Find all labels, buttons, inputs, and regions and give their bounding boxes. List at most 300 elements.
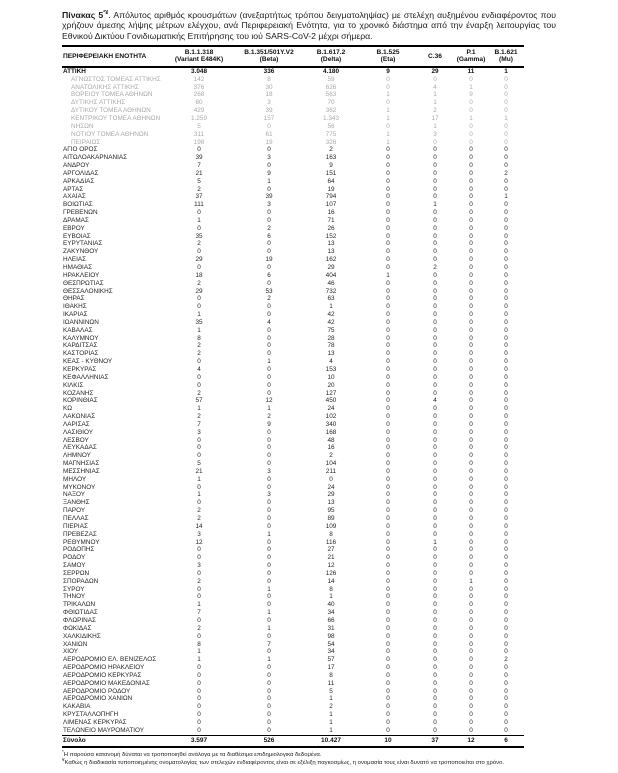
- value-cell: 0: [386, 373, 390, 381]
- value-cell: 109: [325, 522, 337, 530]
- value-cell: 1: [433, 538, 437, 546]
- value-cell: 311: [193, 130, 205, 138]
- value-cell: 0: [386, 656, 390, 664]
- value-cell: 0: [433, 703, 437, 711]
- value-cell: 1: [267, 358, 271, 366]
- table-row: [62, 625, 524, 633]
- value-cell: 0: [469, 342, 473, 350]
- value-cell: 0: [386, 444, 390, 452]
- total-row: [62, 735, 524, 747]
- value-cell: 0: [197, 248, 201, 256]
- table-row: [62, 507, 524, 515]
- value-cell: 0: [386, 83, 390, 91]
- value-cell: 0: [433, 609, 437, 617]
- region-name: ΧΑΝΙΩΝ: [63, 640, 88, 648]
- region-name: ΕΒΡΟΥ: [63, 224, 85, 232]
- value-cell: 0: [386, 483, 390, 491]
- value-cell: 0: [197, 726, 201, 734]
- value-cell: 0: [504, 365, 508, 373]
- value-cell: 0: [469, 656, 473, 664]
- table-row: [62, 201, 524, 209]
- region-name: ΝΗΣΩΝ: [71, 122, 94, 130]
- value-cell: 0: [197, 585, 201, 593]
- value-cell: 0: [386, 695, 390, 703]
- value-cell: 0: [267, 373, 271, 381]
- value-cell: 2: [504, 656, 508, 664]
- value-cell: 0: [267, 648, 271, 656]
- table-row: [62, 578, 524, 586]
- table-row: [62, 405, 524, 413]
- value-cell: 0: [469, 515, 473, 522]
- value-cell: 2: [197, 389, 201, 397]
- value-cell: 0: [433, 311, 437, 319]
- value-cell: 0: [469, 703, 473, 711]
- value-cell: 0: [433, 358, 437, 366]
- value-cell: 0: [433, 334, 437, 342]
- value-cell: 1: [329, 303, 333, 311]
- value-cell: 0: [433, 295, 437, 303]
- value-cell: 0: [469, 711, 473, 719]
- region-name: ΑΕΡΟΔΡΟΜΙΟ ΚΕΡΚΥΡΑΣ: [63, 671, 142, 679]
- value-cell: 24: [327, 483, 335, 491]
- value-cell: 0: [433, 562, 437, 570]
- value-cell: 0: [433, 491, 437, 499]
- value-cell: 0: [504, 91, 508, 99]
- value-cell: 13: [327, 240, 335, 248]
- value-cell: 1: [469, 114, 473, 122]
- value-cell: 0: [469, 107, 473, 115]
- value-cell: 0: [267, 122, 271, 130]
- value-cell: 0: [504, 295, 508, 303]
- value-cell: 0: [267, 460, 271, 468]
- value-cell: 57: [195, 397, 203, 405]
- value-cell: 0: [433, 232, 437, 240]
- value-cell: 1: [386, 91, 390, 99]
- value-cell: 0: [267, 428, 271, 436]
- value-cell: 1: [197, 491, 201, 499]
- region-name: ΚΑΚΑΒΙΑ: [63, 703, 91, 711]
- table-row: [62, 99, 524, 107]
- value-cell: 0: [504, 413, 508, 421]
- value-cell: 0: [197, 358, 201, 366]
- value-cell: 0: [504, 397, 508, 405]
- value-cell: 450: [325, 397, 337, 405]
- value-cell: 0: [433, 365, 437, 373]
- value-cell: 0: [469, 413, 473, 421]
- value-cell: 116: [325, 538, 337, 546]
- column-header-c36: C.36: [416, 46, 454, 67]
- value-cell: 1: [197, 601, 201, 609]
- value-cell: 0: [504, 436, 508, 444]
- value-cell: 12: [195, 538, 203, 546]
- region-name: ΑΡΓΟΛΙΔΑΣ: [63, 169, 99, 177]
- value-cell: 0: [469, 365, 473, 373]
- value-cell: 0: [433, 154, 437, 162]
- value-cell: 0: [433, 718, 437, 726]
- value-cell: 17: [327, 664, 335, 672]
- table-row: [62, 366, 524, 374]
- value-cell: 0: [197, 593, 201, 601]
- value-cell: 0: [469, 601, 473, 609]
- value-cell: 0: [386, 491, 390, 499]
- region-name: ΚΕΑΣ - ΚΥΘΝΟΥ: [63, 358, 113, 366]
- region-name: ΧΑΛΚΙΔΙΚΗΣ: [63, 632, 101, 640]
- region-name: ΞΑΝΘΗΣ: [63, 499, 90, 507]
- value-cell: 0: [197, 546, 201, 554]
- value-cell: 0: [469, 695, 473, 703]
- value-cell: 0: [386, 216, 390, 224]
- value-cell: 1: [197, 405, 201, 413]
- table-row: [62, 476, 524, 484]
- value-cell: 28: [327, 334, 335, 342]
- value-cell: 0: [433, 318, 437, 326]
- value-cell: 563: [325, 91, 337, 99]
- value-cell: 1: [267, 585, 271, 593]
- value-cell: 0: [267, 664, 271, 672]
- value-cell: 0: [433, 326, 437, 334]
- value-cell: 0: [386, 664, 390, 672]
- table-footer: [62, 735, 524, 747]
- value-cell: 162: [325, 256, 337, 264]
- value-cell: 0: [386, 530, 390, 538]
- value-cell: 16: [327, 444, 335, 452]
- value-cell: 0: [386, 154, 390, 162]
- value-cell: 0: [469, 216, 473, 224]
- region-name: ΑΓΝΩΣΤΟΣ ΤΟΜΕΑΣ ΑΤΤΙΚΗΣ: [71, 75, 161, 83]
- value-cell: 29: [431, 67, 439, 75]
- value-cell: 0: [433, 75, 437, 83]
- table-row: [62, 107, 524, 115]
- value-cell: 0: [267, 326, 271, 334]
- value-cell: 56: [327, 122, 335, 130]
- value-cell: 3: [267, 491, 271, 499]
- region-name: ΒΟΡΕΙΟΥ ΤΟΜΕΑ ΑΘΗΝΩΝ: [71, 91, 153, 99]
- region-name: ΜΥΚΟΝΟΥ: [63, 483, 96, 491]
- value-cell: 111: [194, 201, 204, 209]
- value-cell: 0: [469, 209, 473, 217]
- value-cell: 0: [267, 718, 271, 726]
- value-cell: 107: [325, 201, 337, 209]
- value-cell: 1: [267, 609, 271, 617]
- value-cell: 0: [386, 193, 390, 201]
- value-cell: 11: [467, 67, 475, 75]
- value-cell: 0: [433, 287, 437, 295]
- value-cell: 0: [504, 467, 508, 475]
- value-cell: 0: [504, 177, 508, 185]
- value-cell: 0: [197, 303, 201, 311]
- value-cell: 0: [469, 616, 473, 624]
- region-name: ΖΑΚΥΝΘΟΥ: [63, 248, 99, 256]
- value-cell: 0: [504, 326, 508, 334]
- value-cell: 0: [386, 248, 390, 256]
- value-cell: 2: [197, 577, 201, 585]
- value-cell: 0: [469, 609, 473, 617]
- value-cell: 0: [433, 209, 437, 217]
- table-row: [62, 146, 524, 154]
- value-cell: 19: [327, 185, 335, 193]
- region-name: ΔΥΤΙΚΗΣ ΑΤΤΙΚΗΣ: [71, 99, 126, 107]
- table-row: [62, 680, 524, 688]
- value-cell: 0: [469, 554, 473, 562]
- value-cell: 0: [386, 452, 390, 460]
- value-cell: 0: [433, 279, 437, 287]
- value-cell: 0: [386, 389, 390, 397]
- value-cell: 18: [195, 271, 203, 279]
- value-cell: 0: [504, 264, 508, 271]
- table-row: [62, 539, 524, 547]
- value-cell: 153: [325, 365, 337, 373]
- value-cell: 0: [469, 318, 473, 326]
- region-name: ΑΧΑΪΑΣ: [63, 193, 86, 201]
- value-cell: 102: [325, 413, 337, 421]
- value-cell: 1: [504, 114, 508, 122]
- value-cell: 0: [433, 632, 437, 640]
- value-cell: 0: [469, 491, 473, 499]
- value-cell: 1: [197, 326, 201, 334]
- value-cell: 3: [197, 562, 201, 570]
- value-cell: 0: [267, 562, 271, 570]
- value-cell: 1.259: [191, 114, 207, 122]
- value-cell: 0: [386, 460, 390, 468]
- value-cell: 0: [504, 601, 508, 609]
- value-cell: 0: [433, 687, 437, 695]
- value-cell: 0: [504, 538, 508, 546]
- value-cell: 2: [267, 295, 271, 303]
- region-name: ΣΥΡΟΥ: [63, 585, 85, 593]
- table-row: [62, 374, 524, 382]
- value-cell: 0: [504, 389, 508, 397]
- value-cell: 0: [433, 381, 437, 389]
- value-cell: 1: [433, 201, 437, 209]
- value-cell: 7: [267, 640, 271, 648]
- value-cell: 1: [469, 577, 473, 585]
- value-cell: 0: [469, 224, 473, 232]
- value-cell: 0: [433, 601, 437, 609]
- value-cell: 1: [386, 107, 390, 115]
- value-cell: 4: [329, 358, 333, 366]
- value-cell: 0: [469, 452, 473, 460]
- value-cell: 0: [469, 569, 473, 577]
- table-row: [62, 499, 524, 507]
- value-cell: 54: [327, 640, 335, 648]
- value-cell: 0: [469, 358, 473, 366]
- value-cell: 0: [197, 209, 201, 217]
- value-cell: 336: [263, 67, 275, 75]
- region-name: ΚΑΡΔΙΤΣΑΣ: [63, 342, 98, 350]
- caption-text: . Απόλυτος αριθμός κρουσμάτων (ανεξαρτήτως τρόπου δειγματοληψίας) με στελέχη αυξημένου ενδιαφέροντος που χρήζουν άμεσης λήψης μέτρων ελέγχου, ανά Περιφερειακή Ενότητα, για το χρονικό διάστημα από την έναρξη λειτουργίας του Εθνικού Δικτύου Γονιδιωματικής Επιτήρησης του ιού SARS-CoV-2 μέχρι σήμερα.: [62, 10, 556, 41]
- region-name: ΚΕΝΤΡΙΚΟΥ ΤΟΜΕΑ ΑΘΗΝΩΝ: [71, 114, 161, 122]
- region-name: ΑΕΡΟΔΡΟΜΙΟ ΕΛ. ΒΕΝΙΖΕΛΟΣ: [63, 656, 157, 664]
- value-cell: 1: [329, 711, 333, 719]
- table-row: [62, 115, 524, 123]
- value-cell: 0: [433, 428, 437, 436]
- value-cell: 0: [386, 679, 390, 687]
- value-cell: 0: [386, 616, 390, 624]
- value-cell: 0: [504, 146, 508, 154]
- region-name: ΚΑΒΑΛΑΣ: [63, 326, 93, 334]
- value-cell: 0: [433, 420, 437, 428]
- value-cell: 0: [504, 475, 508, 483]
- region-name: ΑΙΤΩΛΟΑΚΑΡΝΑΝΙΑΣ: [63, 154, 128, 162]
- table-row: [62, 178, 524, 186]
- table-row: [62, 672, 524, 680]
- value-cell: 18: [265, 91, 273, 99]
- value-cell: 17: [431, 114, 439, 122]
- value-cell: 89: [327, 515, 335, 522]
- value-cell: 0: [386, 209, 390, 217]
- value-cell: 0: [267, 389, 271, 397]
- value-cell: 6: [267, 271, 271, 279]
- value-cell: 0: [469, 381, 473, 389]
- value-cell: 42: [327, 311, 335, 319]
- value-cell: 0: [197, 146, 201, 154]
- value-cell: 29: [327, 491, 335, 499]
- table-row: [62, 209, 524, 217]
- value-cell: 1: [504, 67, 508, 75]
- value-cell: 211: [325, 467, 337, 475]
- table-row: [62, 397, 524, 405]
- value-cell: 13: [327, 248, 335, 256]
- value-cell: 30: [265, 83, 273, 91]
- value-cell: 0: [386, 522, 390, 530]
- value-cell: 4: [197, 365, 201, 373]
- table-row: [62, 225, 524, 233]
- value-cell: 0: [197, 703, 201, 711]
- header-row: [62, 46, 524, 67]
- value-cell: 0: [504, 452, 508, 460]
- table-row: [62, 123, 524, 131]
- value-cell: 0: [386, 177, 390, 185]
- region-name: ΙΩΑΝΝΙΝΩΝ: [63, 318, 99, 326]
- value-cell: 0: [469, 444, 473, 452]
- value-cell: 1: [329, 593, 333, 601]
- table-row: [62, 335, 524, 343]
- value-cell: 2: [433, 107, 437, 115]
- table-row: [62, 452, 524, 460]
- value-cell: 0: [386, 169, 390, 177]
- value-cell: 0: [197, 554, 201, 562]
- value-cell: 0: [504, 491, 508, 499]
- region-name: ΦΘΙΩΤΙΔΑΣ: [63, 609, 98, 617]
- value-cell: 0: [469, 271, 473, 279]
- value-cell: 0: [267, 436, 271, 444]
- value-cell: 0: [267, 703, 271, 711]
- value-cell: 1: [197, 216, 201, 224]
- value-cell: 0: [469, 624, 473, 632]
- value-cell: 0: [504, 248, 508, 256]
- value-cell: 0: [469, 75, 473, 83]
- value-cell: 0: [504, 609, 508, 617]
- table-row: [62, 84, 524, 92]
- value-cell: 127: [325, 389, 337, 397]
- value-cell: 0: [504, 695, 508, 703]
- value-cell: 0: [433, 436, 437, 444]
- value-cell: 2: [197, 413, 201, 421]
- value-cell: 0: [504, 530, 508, 538]
- value-cell: 1: [433, 122, 437, 130]
- value-cell: 0: [386, 146, 390, 154]
- value-cell: 0: [433, 640, 437, 648]
- region-name: ΑΡΚΑΔΙΑΣ: [63, 177, 95, 185]
- value-cell: 8: [329, 585, 333, 593]
- value-cell: 35: [195, 232, 203, 240]
- value-cell: 152: [325, 232, 337, 240]
- value-cell: 0: [267, 577, 271, 585]
- value-cell: 126: [325, 569, 337, 577]
- value-cell: 4: [433, 83, 437, 91]
- value-cell: 5: [197, 122, 201, 130]
- value-cell: 0: [504, 318, 508, 326]
- value-cell: 0: [433, 530, 437, 538]
- footnotes: [62, 751, 556, 767]
- value-cell: 0: [504, 593, 508, 601]
- value-cell: 0: [504, 334, 508, 342]
- region-name: ΦΛΩΡΙΝΑΣ: [63, 616, 97, 624]
- region-name: ΣΕΡΡΩΝ: [63, 569, 90, 577]
- value-cell: 0: [504, 515, 508, 522]
- value-cell: 0: [469, 373, 473, 381]
- value-cell: 794: [325, 193, 337, 201]
- value-cell: 1: [433, 99, 437, 107]
- value-cell: 13: [327, 350, 335, 358]
- value-cell: 2: [197, 240, 201, 248]
- region-name: ΝΑΞΟΥ: [63, 491, 86, 499]
- table-row: [62, 429, 524, 437]
- value-cell: 0: [386, 562, 390, 570]
- value-cell: 0: [504, 130, 508, 138]
- table-row: [62, 186, 524, 194]
- value-cell: 0: [267, 248, 271, 256]
- value-cell: 0: [504, 718, 508, 726]
- value-cell: 0: [469, 648, 473, 656]
- value-cell: 0: [197, 616, 201, 624]
- value-cell: 0: [433, 483, 437, 491]
- region-name: ΗΡΑΚΛΕΙΟΥ: [63, 271, 100, 279]
- value-cell: 0: [197, 499, 201, 507]
- table-row: [62, 562, 524, 570]
- region-name: ΡΟΔΟΠΗΣ: [63, 546, 95, 554]
- value-cell: 0: [504, 99, 508, 107]
- value-cell: 9: [469, 91, 473, 99]
- table-row: [62, 280, 524, 288]
- value-cell: 0: [197, 264, 201, 271]
- value-cell: 0: [386, 585, 390, 593]
- value-cell: 12: [265, 397, 273, 405]
- region-name: ΛΑΣΙΘΙΟΥ: [63, 428, 94, 436]
- value-cell: 75: [327, 326, 335, 334]
- value-cell: 0: [469, 726, 473, 734]
- value-cell: 7: [197, 162, 201, 170]
- value-cell: 0: [267, 342, 271, 350]
- value-cell: 48: [327, 436, 335, 444]
- value-cell: 104: [325, 460, 337, 468]
- table-row: [62, 656, 524, 664]
- value-cell: 19: [265, 256, 273, 264]
- value-cell: 1: [267, 656, 271, 664]
- value-cell: 1: [469, 83, 473, 91]
- table-row: [62, 154, 524, 162]
- table-row: [62, 350, 524, 358]
- value-cell: 3: [197, 428, 201, 436]
- value-cell: 0: [386, 726, 390, 734]
- value-cell: 0: [386, 122, 390, 130]
- value-cell: 0: [433, 656, 437, 664]
- column-header-b11318: B.1.1.318 (Variant E484K): [162, 46, 236, 67]
- region-name: ΠΕΙΡΑΙΩΣ: [71, 138, 101, 146]
- table-row: [62, 413, 524, 421]
- value-cell: 775: [325, 130, 337, 138]
- value-cell: 0: [504, 209, 508, 217]
